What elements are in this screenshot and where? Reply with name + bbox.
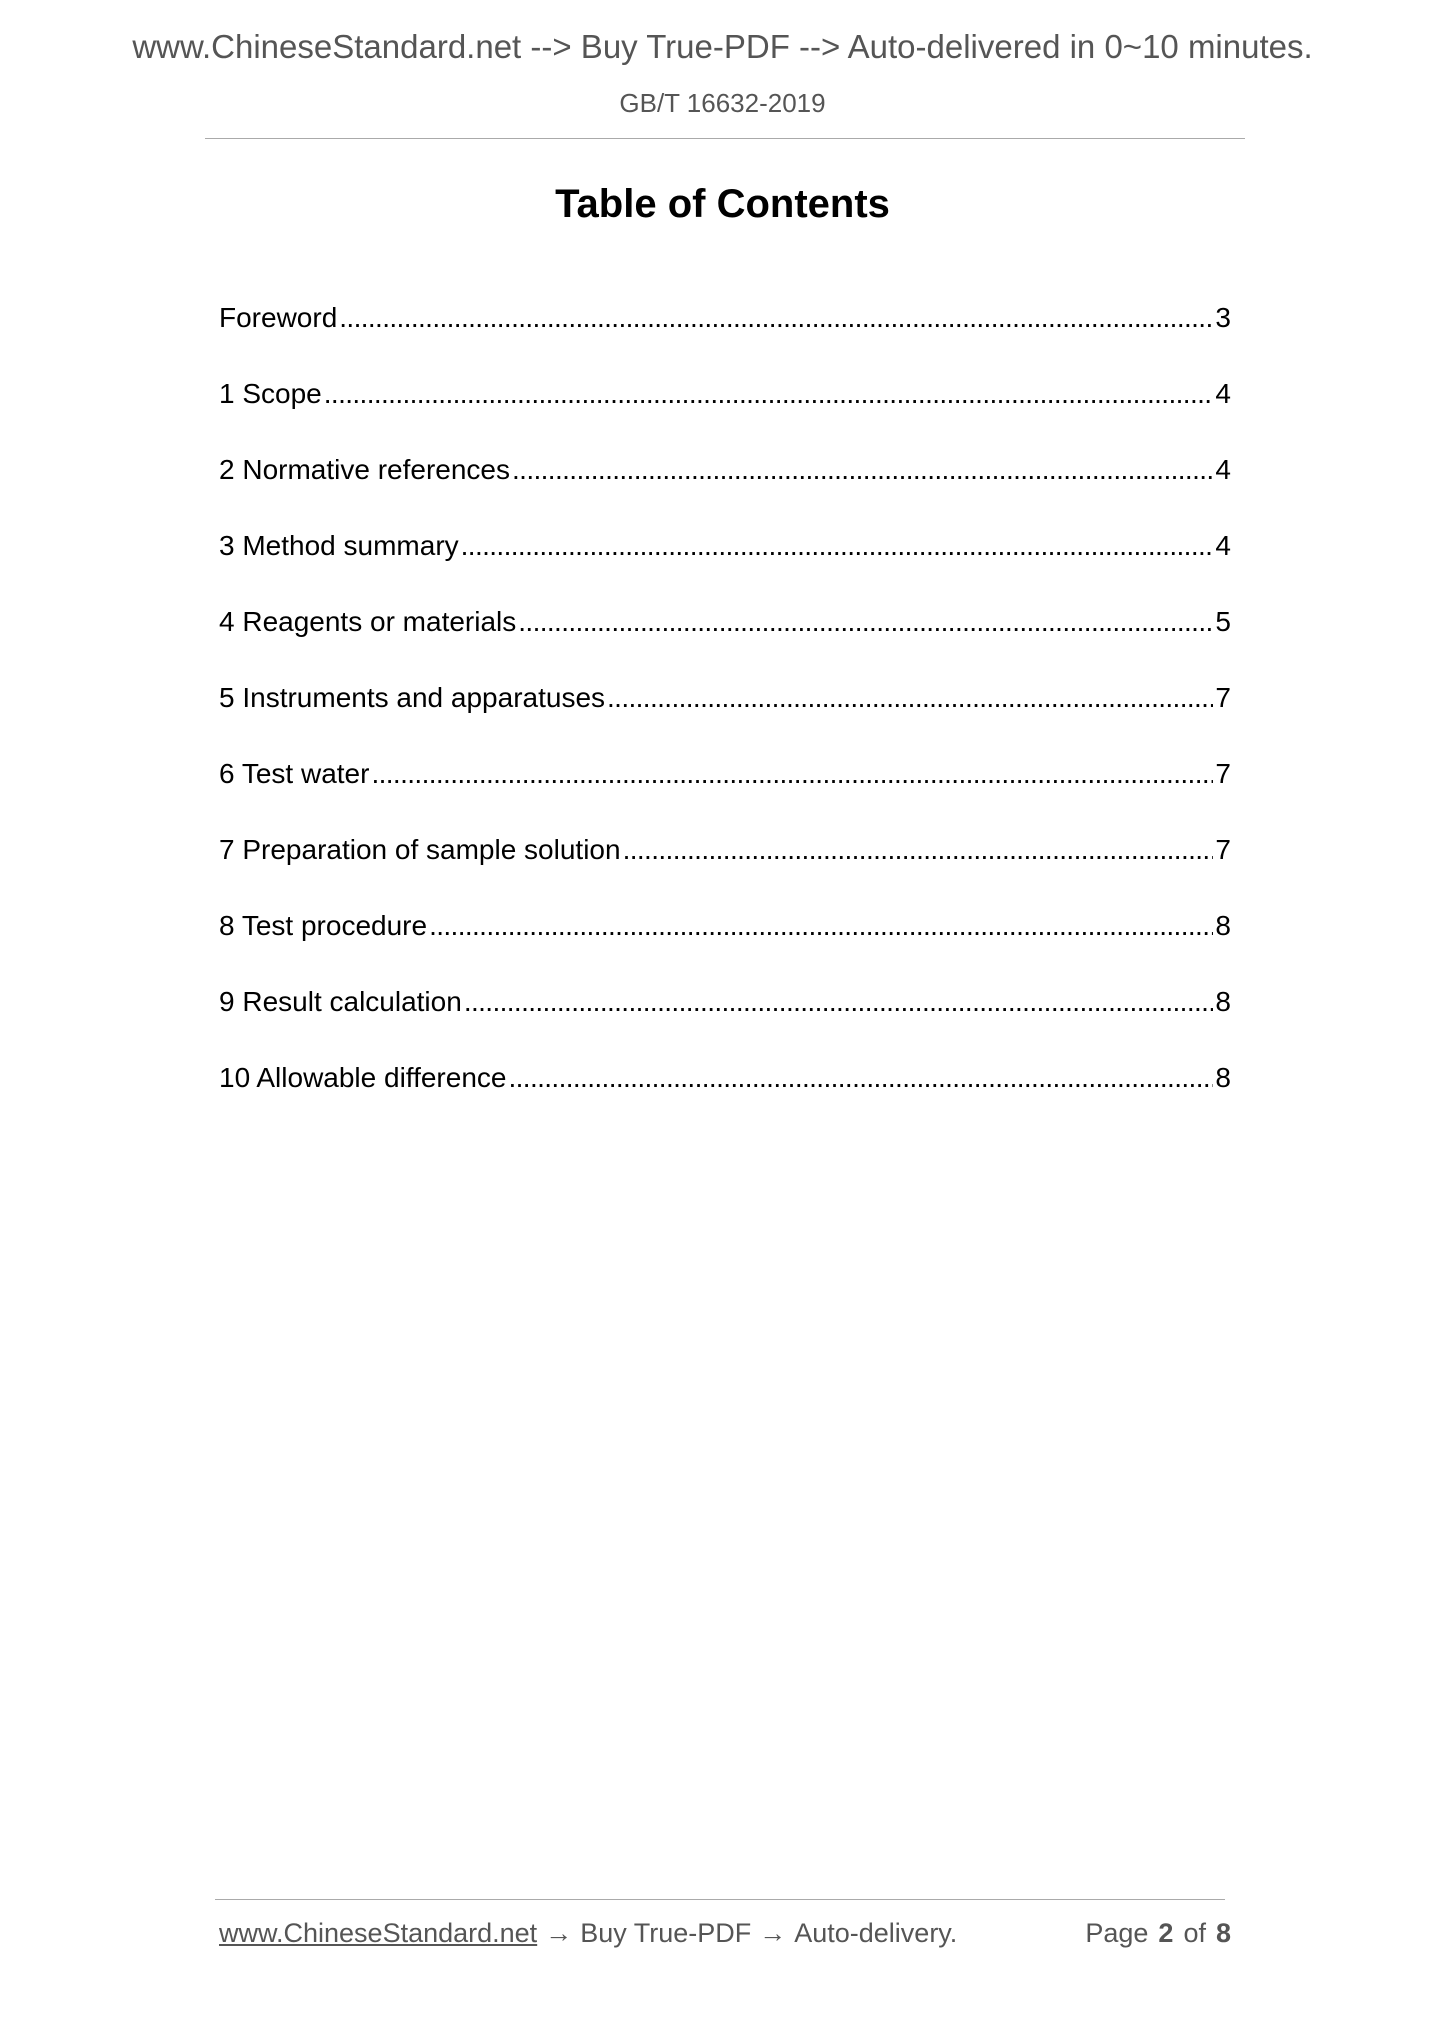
toc-entry-page: 4 <box>1215 378 1231 409</box>
toc-entry-label: 3 Method summary <box>219 530 459 561</box>
toc-entry-foreword[interactable] <box>219 302 1231 378</box>
footer-promo <box>219 1918 957 1949</box>
toc-entry-label: 8 Test procedure <box>219 910 428 941</box>
toc-dot-leader <box>371 758 1213 790</box>
site-link[interactable]: www.ChineseStandard.net <box>219 1918 538 1948</box>
toc-entry-label: 6 Test water <box>219 758 370 789</box>
toc-entry-label: 2 Normative references <box>219 454 511 485</box>
toc-entry-page: 8 <box>1215 910 1231 941</box>
page-label: Page <box>1085 1918 1149 1948</box>
toc-entry-label: Foreword <box>219 302 338 333</box>
toc-entry-label: 9 Result calculation <box>219 986 462 1017</box>
toc-entry-page: 5 <box>1215 606 1231 637</box>
page-indicator <box>1085 1918 1231 1949</box>
of-label: of <box>1183 1918 1206 1948</box>
toc-dot-leader <box>464 986 1214 1018</box>
toc-entry-page: 8 <box>1215 986 1231 1017</box>
toc-entry-test-procedure[interactable] <box>219 910 1231 986</box>
total-page-number: 8 <box>1215 1918 1231 1948</box>
arrow-right-icon: → <box>545 1918 573 1948</box>
header-divider <box>205 138 1245 139</box>
toc-entry-result-calculation[interactable] <box>219 986 1231 1062</box>
toc-dot-leader <box>461 530 1214 562</box>
toc-entry-reagents[interactable] <box>219 606 1231 682</box>
toc-dot-leader <box>623 834 1214 866</box>
toc-entry-page: 7 <box>1215 758 1231 789</box>
toc-entry-label: 7 Preparation of sample solution <box>219 834 621 865</box>
toc-dot-leader <box>512 454 1213 486</box>
toc-dot-leader <box>518 606 1213 638</box>
toc-entry-page: 4 <box>1215 530 1231 561</box>
toc-entry-page: 3 <box>1215 302 1231 333</box>
toc-dot-leader <box>508 1062 1213 1094</box>
toc-list <box>219 302 1231 1138</box>
toc-entry-page: 4 <box>1215 454 1231 485</box>
toc-entry-scope[interactable] <box>219 378 1231 454</box>
current-page-number: 2 <box>1158 1918 1174 1948</box>
document-code: GB/T 16632-2019 <box>619 88 826 118</box>
toc-dot-leader <box>607 682 1213 714</box>
toc-dot-leader <box>339 302 1213 334</box>
toc-entry-label: 4 Reagents or materials <box>219 606 517 637</box>
toc-dot-leader <box>324 378 1214 410</box>
toc-entry-allowable-difference[interactable] <box>219 1062 1231 1138</box>
footer-divider <box>215 1899 1225 1900</box>
toc-entry-label: 5 Instruments and apparatuses <box>219 682 606 713</box>
toc-entry-normative-references[interactable] <box>219 454 1231 530</box>
toc-entry-instruments[interactable] <box>219 682 1231 758</box>
toc-entry-page: 7 <box>1215 834 1231 865</box>
toc-dot-leader <box>429 910 1213 942</box>
toc-entry-label: 10 Allowable difference <box>219 1062 507 1093</box>
top-banner: www.ChineseStandard.net --> Buy True-PDF --> Auto-delivered in 0~10 minutes. <box>132 28 1313 65</box>
toc-title: Table of Contents <box>555 182 890 226</box>
toc-entry-label: 1 Scope <box>219 378 322 409</box>
footer-buy-text: Buy True-PDF <box>580 1918 752 1948</box>
toc-entry-page: 7 <box>1215 682 1231 713</box>
toc-entry-sample-preparation[interactable] <box>219 834 1231 910</box>
toc-entry-method-summary[interactable] <box>219 530 1231 606</box>
arrow-right-icon: → <box>759 1918 787 1948</box>
toc-entry-page: 8 <box>1215 1062 1231 1093</box>
footer-delivery-text: Auto-delivery. <box>794 1918 958 1948</box>
toc-entry-test-water[interactable] <box>219 758 1231 834</box>
